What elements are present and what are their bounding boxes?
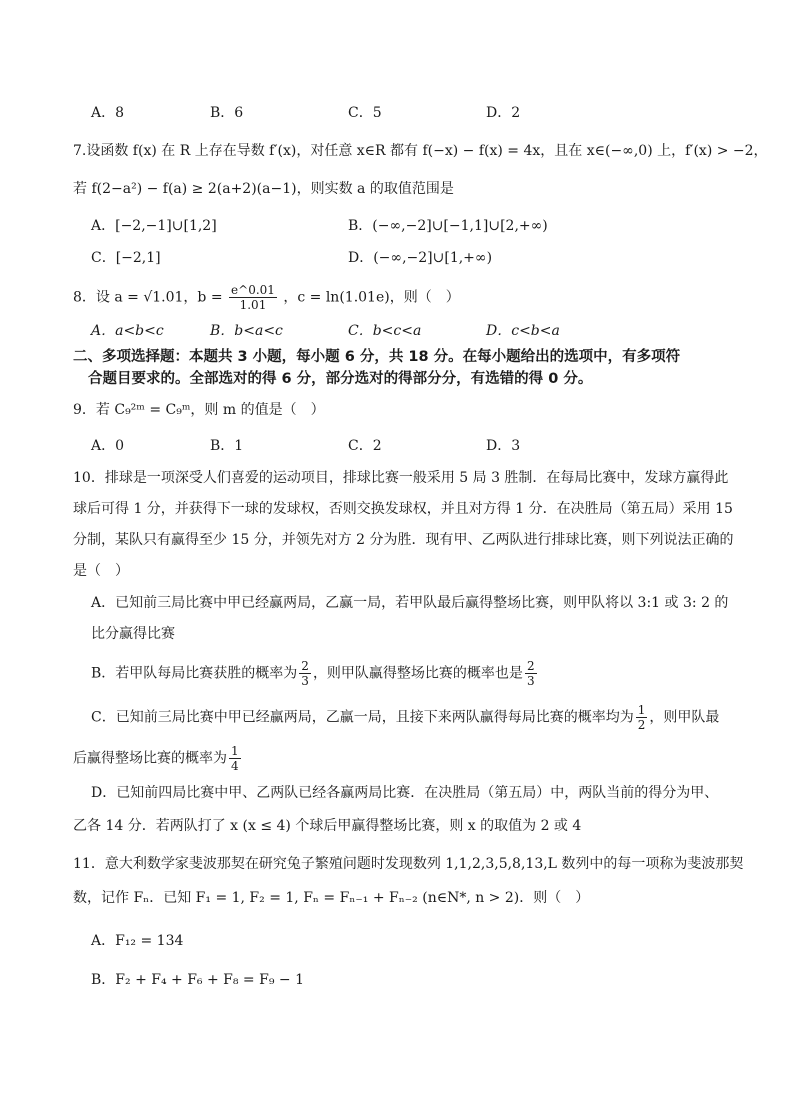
q10-option-a-line2: 比分赢得比赛 (91, 626, 175, 642)
q10-c-frac-num: 1 (637, 703, 646, 717)
q10-option-d-line1: D．已知前四局比赛中甲、乙两队已经各赢两局比赛．在决胜局（第五局）中，两队当前的得分为甲、 (91, 785, 719, 801)
q10-b-frac2-den: 3 (526, 674, 535, 688)
q10-c2-fraction (229, 744, 241, 773)
q7-stem-line1: 7.设函数 f(x) 在 R 上存在导数 f′(x)，对任意 x∈R 都有 f(−x) − f(x) = 4x，且在 x∈(−∞,0) 上，f′(x) > −2， (73, 143, 768, 159)
q8-prefix: 8．设 a = √1.01，b = (73, 289, 223, 306)
q10-c2-frac-num: 1 (231, 744, 239, 758)
q9-option-b: B．1 (210, 438, 244, 454)
q10-stem-line3: 分制，某队只有赢得至少 15 分，并领先对方 2 分为胜．现有甲、乙两队进行排球比赛，则下列说法正确的 (73, 532, 734, 548)
q8-option-d: D．c<b<a (486, 323, 560, 339)
q10-c-post: ，则甲队最 (649, 709, 720, 726)
q8-frac-numerator: e^0.01 (231, 283, 275, 297)
q11-option-b: B．F₂ + F₄ + F₆ + F₈ = F₉ − 1 (91, 972, 304, 988)
q10-b-frac1-den: 3 (301, 674, 309, 688)
section2-heading-line1: 二、多项选择题：本题共 3 小题，每小题 6 分，共 18 分。在每小题给出的选项中，有多项符 (73, 349, 681, 365)
q8-stem (73, 283, 460, 312)
q10-c2-prefix: 后赢得整场比赛的概率为 (73, 750, 227, 767)
q6-option-d: D．2 (486, 105, 521, 121)
q10-option-a-line1: A．已知前三局比赛中甲已经赢两局，乙赢一局，若甲队最后赢得整场比赛，则甲队将以 3:1 或 3: 2 的 (91, 595, 729, 611)
q10-option-d-line2: 乙各 14 分．若两队打了 x (x ≤ 4) 个球后甲赢得整场比赛，则 x 的取值为 2 或 4 (73, 818, 582, 834)
q7-option-c: C．[−2,1] (91, 250, 161, 266)
q10-option-c-line1 (91, 703, 719, 732)
q8-option-a: A．a<b<c (91, 323, 164, 339)
q9-option-d: D．3 (486, 438, 521, 454)
q11-stem-line2: 数，记作 Fₙ．已知 F₁ = 1, F₂ = 1, Fₙ = Fₙ₋₁ + Fₙ₋₂ (n∈N*, n > 2)．则（ ） (73, 890, 590, 906)
q11-option-a: A．F₁₂ = 134 (91, 933, 184, 949)
q10-c-fraction (636, 703, 648, 732)
q10-stem-line2: 球后可得 1 分，并获得下一球的发球权，否则交换发球权，并且对方得 1 分．在决胜局（第五局）采用 15 (73, 501, 733, 517)
q6-option-c: C．5 (348, 105, 382, 121)
q6-option-a: A．8 (91, 105, 125, 121)
q10-c-prefix: C．已知前三局比赛中甲已经赢两局，乙赢一局，且接下来两队赢得每局比赛的概率均为 (91, 709, 634, 726)
q10-stem-line1: 10．排球是一项深受人们喜爱的运动项目，排球比赛一般采用 5 局 3 胜制．在每局比赛中，发球方赢得此 (73, 470, 729, 486)
q7-option-a: A．[−2,−1]∪[1,2] (91, 218, 217, 234)
q10-b-fraction-2 (525, 659, 537, 688)
q6-option-b: B．6 (210, 105, 244, 121)
q10-b-fraction-1 (299, 659, 311, 688)
q7-stem-line2: 若 f(2−a²) − f(a) ≥ 2(a+2)(a−1)，则实数 a 的取值范围是 (73, 181, 454, 197)
q8-option-b: B．b<a<c (210, 323, 283, 339)
q9-stem: 9．若 C₉²ᵐ = C₉ᵐ，则 m 的值是（ ） (73, 402, 325, 418)
q7-option-d: D．(−∞,−2]∪[1,+∞) (348, 250, 493, 266)
q10-b-prefix: B．若甲队每局比赛获胜的概率为 (91, 665, 298, 682)
q10-b-frac1-num: 2 (301, 659, 309, 673)
q8-suffix: ，c = ln(1.01e)，则（ ） (283, 289, 460, 306)
q9-option-c: C．2 (348, 438, 382, 454)
q10-option-c-line2 (73, 744, 243, 773)
q10-b-frac2-num: 2 (526, 659, 535, 673)
q10-c2-frac-den: 4 (231, 759, 239, 773)
q11-stem-line1: 11．意大利数学家斐波那契在研究兔子繁殖问题时发现数列 1,1,2,3,5,8,13,L 数列中的每一项称为斐波那契 (73, 856, 744, 872)
q10-stem-line4: 是（ ） (73, 563, 129, 579)
q9-option-a: A．0 (91, 438, 125, 454)
q8-option-c: C．b<c<a (348, 323, 422, 339)
q10-option-b (91, 659, 539, 688)
q10-c-frac-den: 2 (637, 718, 646, 732)
q8-fraction-b (229, 283, 277, 312)
q10-b-middle: ，则甲队赢得整场比赛的概率也是 (312, 665, 523, 682)
q8-frac-denominator: 1.01 (239, 298, 267, 312)
q7-option-b: B．(−∞,−2]∪[−1,1]∪[2,+∞) (348, 218, 548, 234)
section2-heading-line2: 合题目要求的。全部选对的得 6 分，部分选对的得部分分，有选错的得 0 分。 (88, 371, 593, 387)
